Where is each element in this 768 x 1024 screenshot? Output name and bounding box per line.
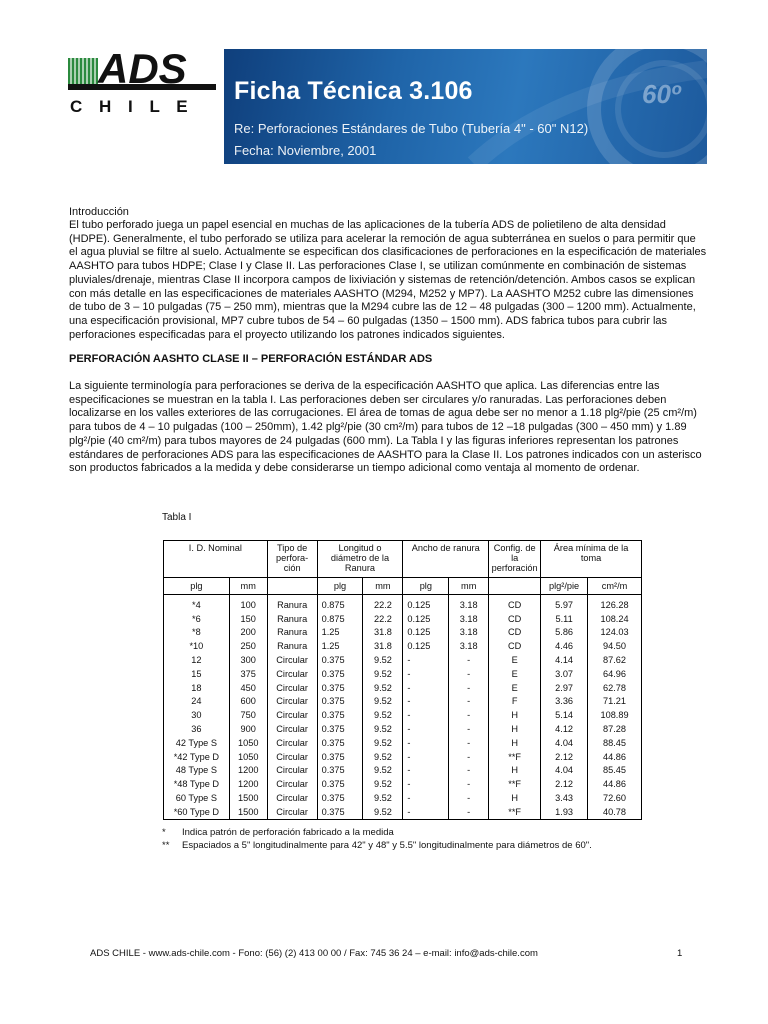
unit-header: plg [164,578,230,595]
table-cell: 9.52 [363,805,403,819]
table-cell: Circular [267,722,317,736]
table-cell: 100 [229,595,267,612]
table-cell: 4.46 [541,639,588,653]
table-cell: H [489,708,541,722]
table-cell: 3.18 [449,626,489,640]
table-cell: 9.52 [363,791,403,805]
table-cell: Ranura [267,612,317,626]
table-cell: 0.375 [317,667,363,681]
table-row [164,777,642,791]
table-cell: - [403,695,449,709]
table-cell: 71.21 [588,695,642,709]
table-cell: *60 Type D [164,805,230,819]
table-cell: 3.43 [541,791,588,805]
header-id-nominal: I. D. Nominal [164,541,268,578]
table-cell: - [449,681,489,695]
ads-chile-logo [68,50,220,116]
table-cell: 3.18 [449,639,489,653]
table-cell: 40.78 [588,805,642,819]
table-cell: 3.18 [449,595,489,612]
table-cell: 3.36 [541,695,588,709]
table-notes [162,826,592,852]
note-mark: * [162,827,166,838]
table-cell: CD [489,626,541,640]
note-text: Indica patrón de perforación fabricado a la medida [182,827,394,838]
table-cell: 9.52 [363,722,403,736]
table-cell: 450 [229,681,267,695]
table-cell: 108.24 [588,612,642,626]
logo-brand-text: ADS [98,50,187,92]
table-cell: Circular [267,764,317,778]
table-cell: 0.375 [317,722,363,736]
table-cell: 9.52 [363,681,403,695]
table-cell: 60 Type S [164,791,230,805]
table-cell: - [403,764,449,778]
table-cell: - [449,736,489,750]
table-cell: 1.25 [317,626,363,640]
table-cell: - [449,722,489,736]
header-area: Área mínima de la toma [541,541,642,578]
table-cell: 1.25 [317,639,363,653]
table-cell: 85.45 [588,764,642,778]
table-cell: 3.18 [449,612,489,626]
table-cell: 3.07 [541,667,588,681]
header-banner [224,49,707,164]
table-cell: Circular [267,695,317,709]
table-cell: - [403,667,449,681]
table-cell: 87.62 [588,653,642,667]
table-cell: Circular [267,805,317,819]
table-body [164,595,642,820]
table-cell: 750 [229,708,267,722]
table-cell: 0.375 [317,695,363,709]
section-paragraph: La siguiente terminología para perforaciones se deriva de la especificación AASHTO que aplica. Las diferencias entre las especificaciones se muestran en la tabla I. Las perforaciones deben ser circulares y/o ranuradas. Las perforaciones deben localizarse en los valles exteriores de las corrugaciones. El área de tomas de agua debe ser no menor a 1.18 plg²/pie (25 cm²/m) para tubos de 4 – 10 pulgadas (100 – 250mm), 1.42 plg²/pie (30 cm²/m) para tubos de 12 –18 pulgadas (300 – 450 mm) y 1.89 plg²/pie (40 cm²/m) para tubos mayores de 24 pulgadas (600 mm). La Tabla I y las figuras inferiores representan los patrones estándares de perforaciones ADS para las especificaciones de AASHTO para la Clase II. Los patrones indicados con un asterisco son productos fabricados a la medida y debe considerarse un tiempo adicional como ventaja al momento de ordenar. [69,380,702,475]
table-cell: CD [489,612,541,626]
table-cell: 150 [229,612,267,626]
table-cell: F [489,695,541,709]
table-cell: 4.04 [541,736,588,750]
table-cell: 62.78 [588,681,642,695]
table-cell: 0.375 [317,736,363,750]
table-cell: 600 [229,695,267,709]
table-cell: 0.375 [317,764,363,778]
table-cell: 5.11 [541,612,588,626]
note-item [162,826,592,839]
table-row [164,595,642,612]
unit-header: plg [317,578,363,595]
table-row [164,653,642,667]
table-cell: 5.14 [541,708,588,722]
table-cell: **F [489,750,541,764]
table-cell: 4.12 [541,722,588,736]
table-cell: 900 [229,722,267,736]
table-cell: - [449,653,489,667]
table-cell: 9.52 [363,736,403,750]
table-cell: - [403,722,449,736]
unit-header: mm [363,578,403,595]
table-cell: 12 [164,653,230,667]
table-cell: Circular [267,750,317,764]
table-cell: 0.875 [317,612,363,626]
table-row [164,736,642,750]
header-longitud: Longitud o diámetro de la Ranura [317,541,403,578]
table-cell: 24 [164,695,230,709]
table-cell: 124.03 [588,626,642,640]
table-cell: 0.375 [317,681,363,695]
table-cell: 1200 [229,777,267,791]
table-cell: 300 [229,653,267,667]
table-cell: 2.12 [541,750,588,764]
table-cell: - [449,695,489,709]
table-cell: 42 Type S [164,736,230,750]
table-cell: 4.14 [541,653,588,667]
table-cell: - [449,805,489,819]
table-cell: 94.50 [588,639,642,653]
table-cell: - [403,777,449,791]
perforation-table [163,540,642,820]
unit-header: plg²/pie [541,578,588,595]
table-cell: *10 [164,639,230,653]
ads-logo-graphic [68,50,220,116]
table-cell: 0.125 [403,639,449,653]
table-cell: 0.125 [403,626,449,640]
table-cell: 375 [229,667,267,681]
note-item [162,839,592,852]
table-cell: Circular [267,681,317,695]
table-cell: Circular [267,653,317,667]
table-cell: - [449,777,489,791]
table-cell: 0.375 [317,777,363,791]
table-cell: *8 [164,626,230,640]
table-cell: *4 [164,595,230,612]
unit-header: mm [229,578,267,595]
table-cell: 31.8 [363,626,403,640]
table-cell: Ranura [267,639,317,653]
section-heading: PERFORACIÓN AASHTO CLASE II – PERFORACIÓN ESTÁNDAR ADS [69,353,433,365]
table-label: Tabla I [162,512,192,523]
table-cell: Ranura [267,595,317,612]
table-row [164,791,642,805]
table-cell: 4.04 [541,764,588,778]
table-cell: H [489,764,541,778]
table-row [164,695,642,709]
table-cell: *42 Type D [164,750,230,764]
unit-header-empty [267,578,317,595]
table-cell: 9.52 [363,777,403,791]
table-cell: 2.97 [541,681,588,695]
table-row [164,708,642,722]
table-cell: E [489,681,541,695]
table-cell: 9.52 [363,764,403,778]
table-cell: 44.86 [588,777,642,791]
intro-paragraph: El tubo perforado juega un papel esencial en muchas de las aplicaciones de la tubería ADS de polietileno de alta densidad (HDPE). Generalmente, el tubo perforado se utiliza para acelerar la remoción de agua subterránea en suelos o para permitir que el agua pluvial se filtre al suelo. Actualmente se especifican dos clasificaciones de perforaciones en la especificación de materiales AASHTO para tubos HDPE; Clase I y Clase II. Las perforaciones Clase I, se utilizan comúnmente en combinación de sistemas pluviales/drenaje, mientras Clase II incorpora campos de lixiviación y sistemas de retención/detención. Ambos casos se explican con más detalle en las especificaciones de materiales AASHTO (M294, M252 y MP7). La AASHTO M252 cubre las dimensiones de tubo de 3 – 10 pulgadas (75 – 250 mm), mientras que la M294 cubre las de 12 – 48 pulgadas (300 – 1200 mm). Actualmente, una especificación provisional, MP7 cubre tubos de 54 – 60 pulgadas (1350 – 1500 mm). ADS fabrica tubos para cubrir las perforaciones especificadas para el proyecto utilizando los patrones indicados siguientes. [69,219,707,341]
table-cell: 0.125 [403,612,449,626]
note-mark: ** [162,840,170,851]
table-row [164,626,642,640]
table-cell: 9.52 [363,750,403,764]
page-number: 1 [677,948,683,959]
header-tipo: Tipo de perfora-ción [267,541,317,578]
table-cell: 200 [229,626,267,640]
table-row [164,764,642,778]
table-cell: CD [489,639,541,653]
table-cell: H [489,791,541,805]
table-cell: 22.2 [363,595,403,612]
table-cell: 36 [164,722,230,736]
table-cell: - [449,764,489,778]
logo-country-text: C H I L E [70,97,194,116]
table-cell: *6 [164,612,230,626]
table-row [164,681,642,695]
table-cell: 9.52 [363,708,403,722]
page-footer: ADS CHILE - www.ads-chile.com - Fono: (56) (2) 413 00 00 / Fax: 745 36 24 – e-mail: info@ads-chile.com [90,948,538,959]
table-cell: 31.8 [363,639,403,653]
table-cell: - [403,736,449,750]
unit-header: plg [403,578,449,595]
unit-header: mm [449,578,489,595]
table-cell: 44.86 [588,750,642,764]
table-cell: - [449,791,489,805]
table-cell: - [403,750,449,764]
table-cell: 64.96 [588,667,642,681]
table-cell: Circular [267,667,317,681]
table-cell: 9.52 [363,695,403,709]
table-cell: 126.28 [588,595,642,612]
table-cell: 0.375 [317,791,363,805]
table-cell: Circular [267,708,317,722]
table-cell: 0.375 [317,653,363,667]
table-cell: Circular [267,736,317,750]
table-cell: H [489,722,541,736]
unit-header: cm²/m [588,578,642,595]
table-cell: 72.60 [588,791,642,805]
header-ancho: Ancho de ranura [403,541,489,578]
document-title: Ficha Técnica 3.106 [234,77,473,105]
note-text: Espaciados a 5" longitudinalmente para 42" y 48" y 5.5" longitudinalmente para diámetros de 60". [182,840,592,851]
table-cell: 5.97 [541,595,588,612]
table-cell: 1200 [229,764,267,778]
table-cell: 5.86 [541,626,588,640]
table-cell: 108.89 [588,708,642,722]
table-cell: 0.875 [317,595,363,612]
table-cell: Circular [267,791,317,805]
table-cell: Circular [267,777,317,791]
anniversary-badge: 60º [642,79,681,109]
table-row [164,612,642,626]
table-cell: Ranura [267,626,317,640]
table-cell: - [403,708,449,722]
table-cell: 0.375 [317,750,363,764]
table-cell: 88.45 [588,736,642,750]
table-cell: E [489,653,541,667]
table-cell: 48 Type S [164,764,230,778]
table-cell: CD [489,595,541,612]
table-cell: 0.375 [317,708,363,722]
table-row [164,805,642,819]
table-cell: **F [489,777,541,791]
table-cell: - [449,667,489,681]
table-cell: 30 [164,708,230,722]
table-cell: 0.375 [317,805,363,819]
table-row [164,750,642,764]
table-cell: 9.52 [363,653,403,667]
table-cell: - [403,791,449,805]
table-cell: *48 Type D [164,777,230,791]
table-row [164,722,642,736]
table-cell: 22.2 [363,612,403,626]
table-cell: 1.93 [541,805,588,819]
table-cell: 250 [229,639,267,653]
table-cell: 1050 [229,736,267,750]
table-cell: 2.12 [541,777,588,791]
unit-header-empty [489,578,541,595]
table-row [164,667,642,681]
table-cell: 1500 [229,805,267,819]
table-row [164,639,642,653]
document-subject: Re: Perforaciones Estándares de Tubo (Tubería 4" - 60" N12) [234,121,589,136]
intro-heading: Introducción [69,206,129,218]
table-cell: H [489,736,541,750]
header-config: Config. de la perforación [489,541,541,578]
table-cell: 9.52 [363,667,403,681]
table-cell: - [403,681,449,695]
table-cell: 15 [164,667,230,681]
table-cell: **F [489,805,541,819]
table-cell: - [403,653,449,667]
table-cell: - [403,805,449,819]
table-cell: E [489,667,541,681]
table-cell: - [449,750,489,764]
table-cell: 87.28 [588,722,642,736]
table-cell: - [449,708,489,722]
table-cell: 18 [164,681,230,695]
document-date: Fecha: Noviembre, 2001 [234,143,377,158]
table-cell: 1050 [229,750,267,764]
table-cell: 1500 [229,791,267,805]
table-cell: 0.125 [403,595,449,612]
